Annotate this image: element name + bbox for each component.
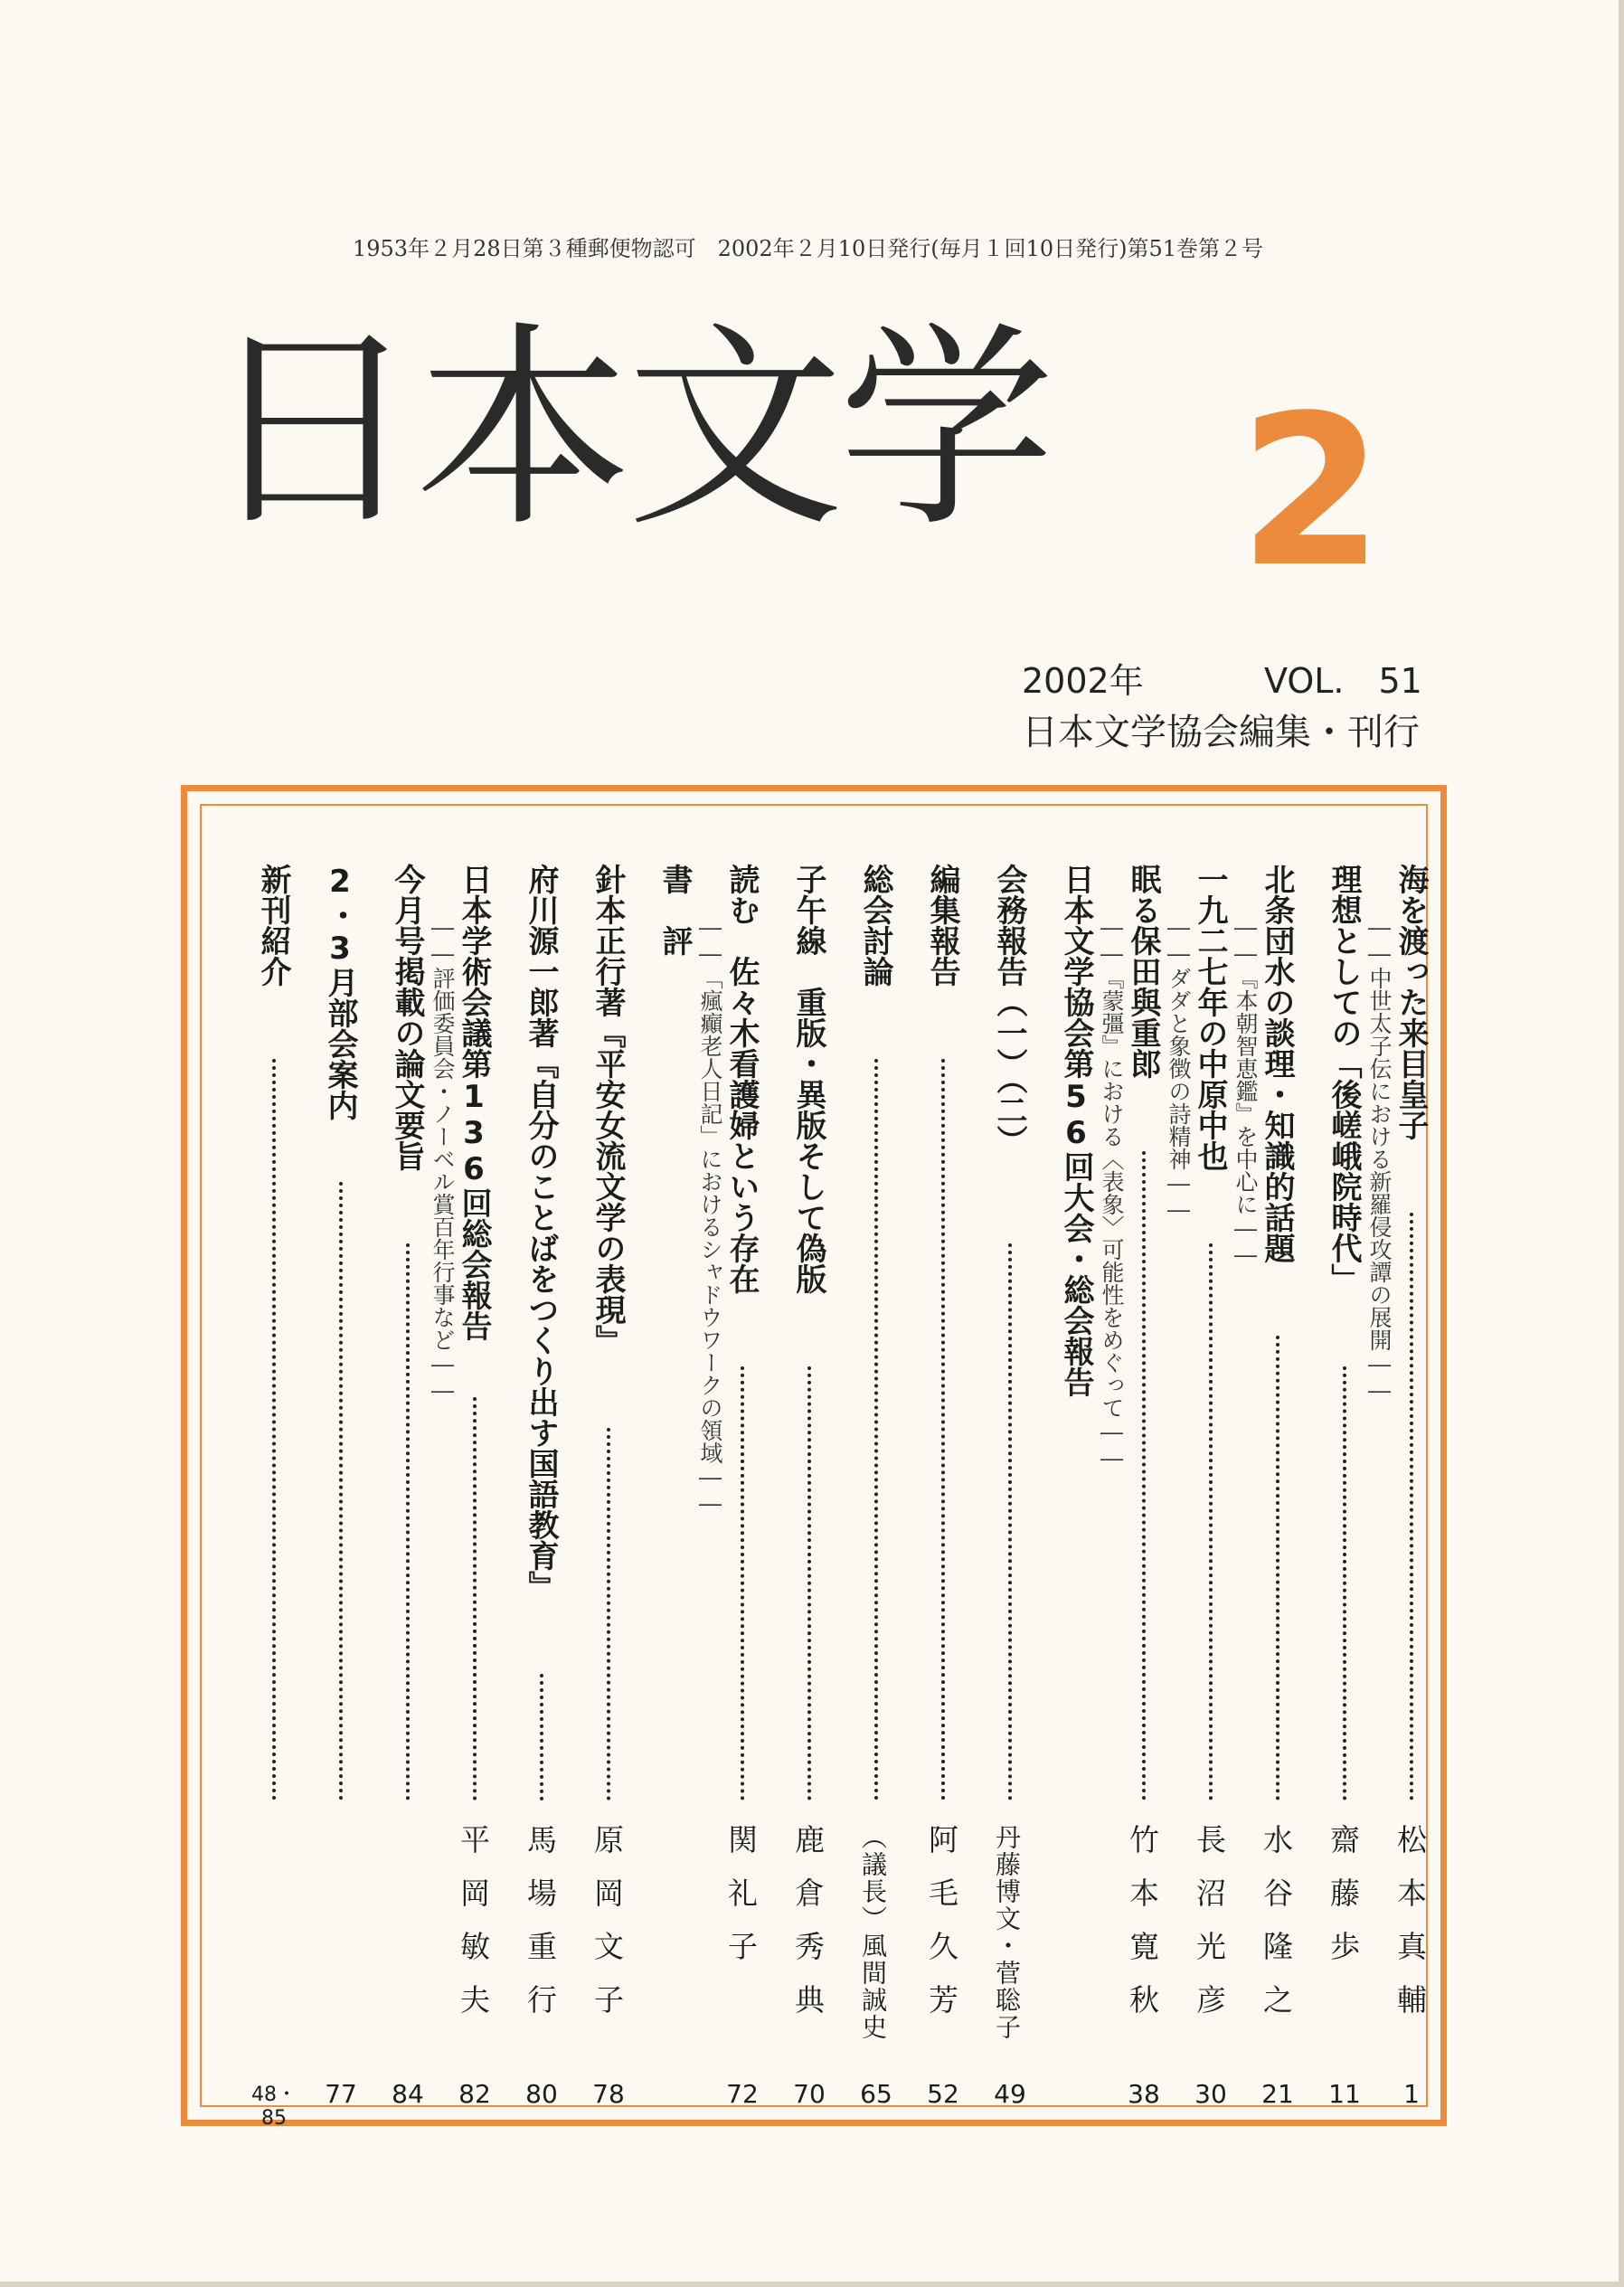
toc-inner-frame — [200, 804, 1429, 2130]
toc-entry-title: 北条団水の談理・知識的話題 — [1259, 864, 1295, 1263]
toc-entry-page: 49 — [994, 2079, 1026, 2109]
leader-dots — [607, 1428, 610, 1800]
leader-dots — [473, 1397, 477, 1800]
leader-dots — [406, 1243, 410, 1800]
toc-entry-title: 日本学術会議第136回総会報告 — [456, 864, 492, 1341]
toc-entry[interactable] — [656, 864, 693, 2093]
toc-entry-title: 総会討論 — [857, 864, 893, 987]
toc-entry-page: 11 — [1328, 2079, 1361, 2109]
toc-entry-page: 77 — [325, 2079, 357, 2109]
leader-dots — [272, 1059, 276, 1800]
toc-entry-page: 21 — [1261, 2079, 1294, 2109]
toc-entry-subtitle: ――中世太子伝における新羅侵攻譚の展開―― — [1366, 914, 1393, 1403]
toc-entry-author: 馬場重行 — [523, 1824, 558, 2037]
toc-entry-page: 65 — [860, 2079, 892, 2109]
leader-dots — [1410, 1213, 1413, 1800]
toc-entry-author: 鹿倉秀典 — [790, 1824, 826, 2037]
toc-entry-page: 78 — [592, 2079, 625, 2109]
leader-dots — [874, 1059, 878, 1800]
toc-entry-page: 1 — [1403, 2079, 1420, 2109]
volume-label: VOL. 51 — [1264, 661, 1422, 701]
toc-entry-author: 長沼光彦 — [1192, 1824, 1227, 2037]
leader-dots — [1142, 1151, 1146, 1800]
leader-dots — [339, 1182, 343, 1800]
toc-entry-title: 理想としての「後嵯峨院時代」 — [1326, 864, 1362, 1294]
toc-entry-author: （議長）風間誠史 — [858, 1824, 888, 2041]
toc-entry-subtitle: ――「瘋癲老人日記」におけるシャドウワークの領域―― — [697, 914, 723, 1517]
toc-entry-title: 府川源一郎著『自分のことばをつくり出す国語教育』 — [523, 864, 559, 1602]
leader-dots — [741, 1366, 744, 1800]
toc-entry-title: 子午線 重版・異版そして偽版 — [790, 864, 826, 1294]
issue-number: 2 — [1239, 372, 1384, 613]
toc-entry-title: 一九二七年の中原中也 — [1192, 864, 1228, 1171]
toc-entry-title: 眠る保田與重郎 — [1125, 864, 1161, 1079]
leader-dots — [1008, 1243, 1012, 1800]
toc-entry-page: 48・85 — [251, 2084, 297, 2130]
toc-entry-title: 2・3月部会案内 — [322, 864, 358, 1120]
publisher-label: 日本文学協会編集・刊行 — [1022, 712, 1420, 753]
leader-dots — [807, 1366, 811, 1800]
toc-entry-title: 読む 佐々木看護婦という存在 — [723, 864, 760, 1294]
toc-entry-title: 編集報告 — [924, 864, 960, 987]
toc-entry-title: 日本文学協会第56回大会・総会報告 — [1058, 864, 1094, 1397]
toc-entry-title: 会務報告（一）（二） — [991, 864, 1027, 1156]
toc-entry-author: 関礼子 — [723, 1824, 759, 1984]
toc-entry-page: 30 — [1194, 2079, 1227, 2109]
leader-dots — [941, 1059, 945, 1800]
toc-entry-title: 海を渡った来目皇子 — [1393, 864, 1429, 1140]
leader-dots — [1209, 1243, 1213, 1800]
toc-entry-page: 70 — [793, 2079, 826, 2109]
toc-entry-page: 72 — [726, 2079, 759, 2109]
toc-entry-page: 84 — [392, 2079, 424, 2109]
toc-entry-page: 80 — [525, 2079, 558, 2109]
toc-entry-page: 52 — [927, 2079, 959, 2109]
toc-entry[interactable] — [1058, 864, 1094, 2093]
table-of-contents — [181, 785, 1447, 2130]
toc-entry-author: 原岡文子 — [590, 1824, 625, 2037]
toc-entry-author: 丹藤博文・菅聡子 — [992, 1824, 1022, 2041]
toc-entry-subtitle: ――『蒙彊』における〈表象〉可能性をめぐって―― — [1099, 914, 1125, 1471]
toc-entry-author: 松本真輔 — [1393, 1824, 1428, 2037]
toc-entry-subtitle: ――『本朝智恵鑑』を中心に―― — [1232, 914, 1259, 1268]
leader-dots — [540, 1674, 543, 1800]
toc-entry-subtitle: ――ダダと象徴の詩精神―― — [1166, 914, 1192, 1223]
toc-entry-author: 竹本寛秋 — [1125, 1824, 1160, 2037]
toc-entry-author: 齋藤歩 — [1326, 1824, 1361, 1984]
toc-entry-page: 82 — [458, 2079, 491, 2109]
magazine-title: 日本文学 — [203, 303, 1051, 556]
toc-entry-page: 38 — [1128, 2079, 1160, 2109]
leader-dots — [1276, 1336, 1279, 1800]
toc-entry-author: 平岡敏夫 — [456, 1824, 491, 2037]
toc-entry-title: 書 評 — [656, 864, 693, 956]
leader-dots — [1343, 1366, 1346, 1800]
toc-entry-author: 阿毛久芳 — [924, 1824, 959, 2037]
year-label: 2002年 — [1022, 661, 1144, 701]
postal-permit-line: 1953年２月28日第３種郵便物認可 2002年２月10日発行(毎月１回10日発行)第51巻第２号 — [353, 236, 1264, 261]
toc-entry-author: 水谷隆之 — [1259, 1824, 1294, 2037]
toc-entry-title: 針本正行著『平安女流文学の表現』 — [590, 864, 626, 1356]
toc-entry-title: 今月号掲載の論文要旨 — [389, 864, 425, 1171]
toc-entry-title: 新刊紹介 — [255, 864, 291, 987]
toc-entry-subtitle: ――評価委員会・ノーベル賞百年行事など―― — [430, 914, 456, 1403]
